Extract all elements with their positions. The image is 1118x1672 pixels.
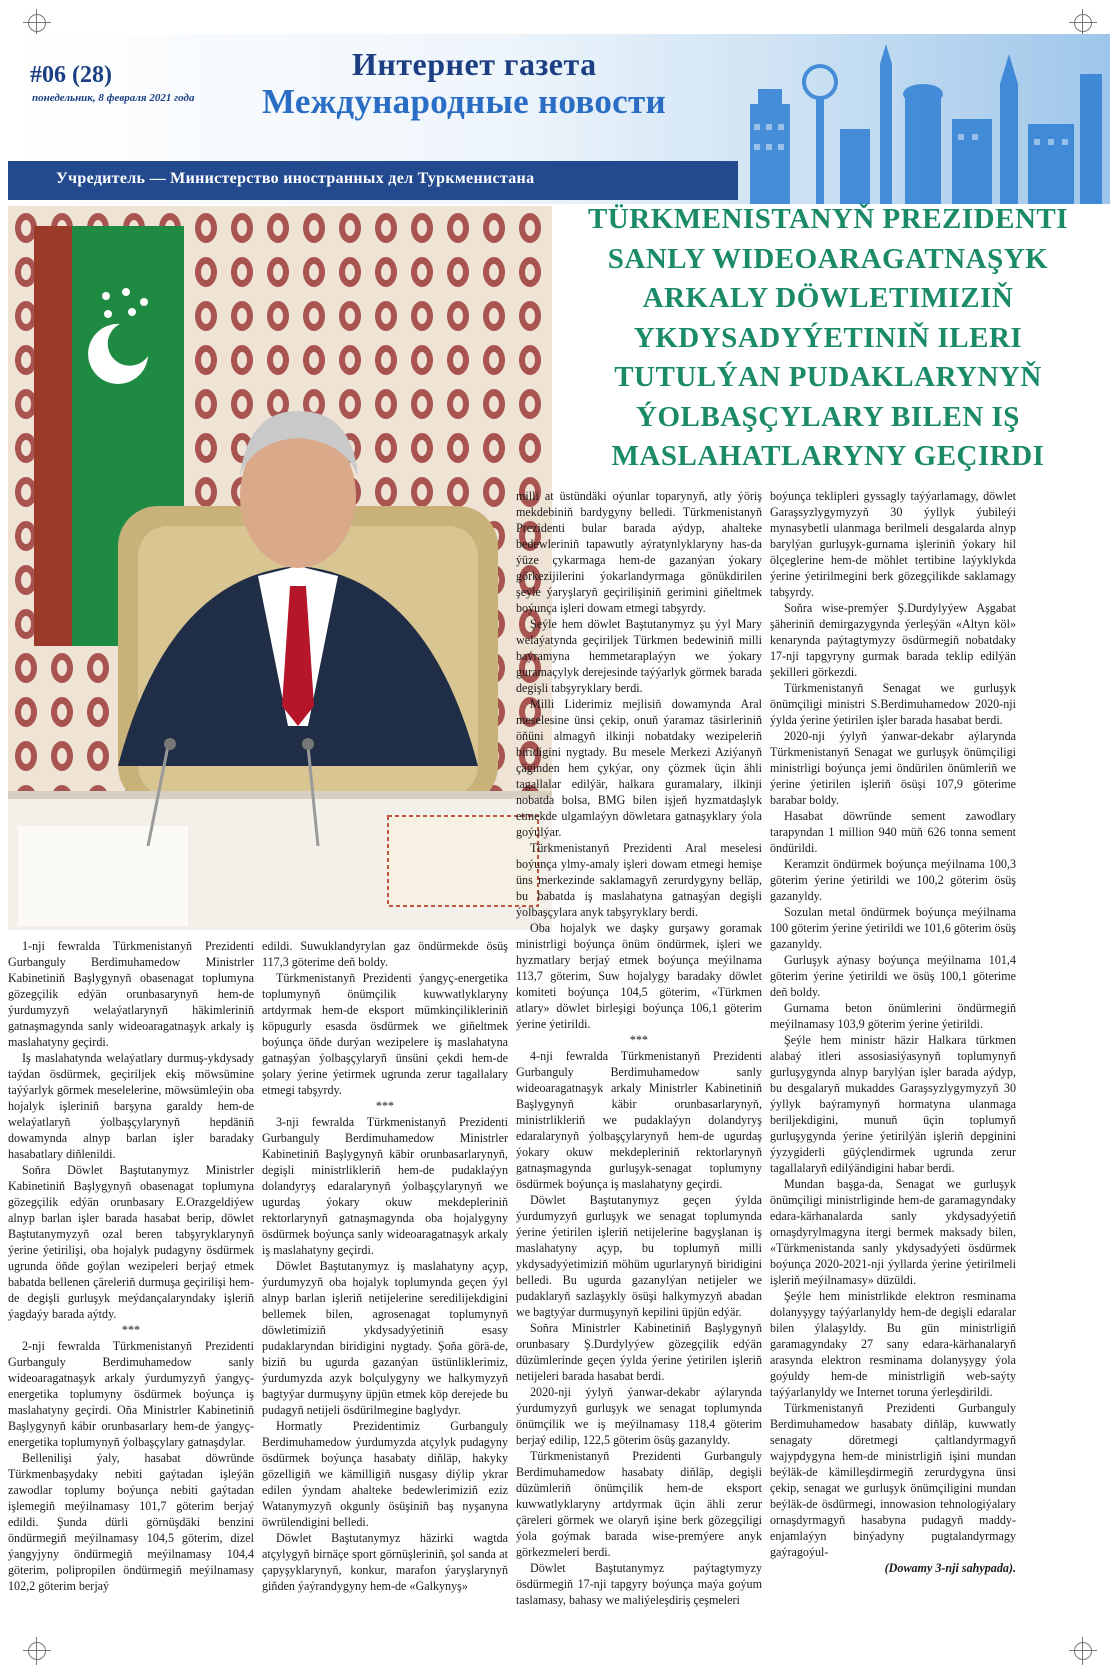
paragraph: milli at üstündäki oýunlar toparynyň, atly ýöriş mekdebiniň bardygyny belledi. Türkmenistanyň Prezidenti bular barada aýdyp, ahalteke bedewleriniň tapawutly aýratynlyklaryny has-da ýüze çykarmaga hem-de gazanýan ýokary görkezijilerini ýokarlandyrmaga gönükdirilen şeýle ýaryşlaryň geçirilişiniň gerimini giňeltmek boýunça işleri dowam etmegi tabşyrdy. (516, 489, 762, 615)
paragraph: Mundan başga-da, Senagat we gurluşyk önümçiligi ministrliginde hem-de garamagyndaky edara-kärhanalarda sanly ykdysadyýetiň ornaşdyrylmagyna itergi bermek maksady bilen, «Türkmenistanda sanly ykdysadyýeti ösdürmek boýunça 2020-2021-nji ýyllarda ýerine ýetirilmeli işleriň meýilnamasy» düzüldi. (770, 1177, 1016, 1287)
issue-date: понедельник, 8 февраля 2021 года (32, 92, 195, 104)
article-column-2 (262, 938, 508, 1638)
paragraph: 4-nji fewralda Türkmenistanyň Prezidenti Gurbanguly Berdimuhamedow sanly wideoaragatnaşyk arkaly Ministrler Kabinetiniň Başlygynyň käbir orunbasarlarynyň, ministrlikleriň we pudaklaýyn dolandyryş edaralarynyň ýolbaşçylarynyň hem-de ugurdaş ýokary okuw mekdepleriniň rektorlarynyň gatnaşmagynda gurluşyk-senagat toplumyny ösdürmek boýunça iş maslahatyny geçirdi. (516, 1049, 762, 1191)
paragraph: Soňra wise-premýer Ş.Durdylyýew Aşgabat şäheriniň demirgazygynda ýerleşýän «Altyn köl» kenarynda paýtagtymyzy ösdürmegiň nobatdaky 17-nji tapgyryny gurmak barada teklip edilýän şekilleri görkezdi. (770, 601, 1016, 679)
paragraph: Hasabat döwründe sement zawodlary tarapyndan 1 million 940 müň 626 tonna sement öndürildi. (770, 809, 1016, 855)
paragraph: Iş maslahatynda welaýatlary durmuş-ykdysady taýdan ösdürmek, geçiriljek ekiş möwsümine taýýarlyk görmek meselelerine, möwsümleýin oba hojalyk işleriniň barşyna garaldy hem-de welaýatlaryň ýolbaşçylarynyň hepdäniň dowamynda alnyp barlan işler baradaky hasabatlary diňlenildi. (8, 1051, 254, 1161)
newspaper-title-line1: Интернет газета (352, 46, 597, 82)
section-separator: *** (121, 1323, 141, 1337)
paragraph: Oba hojalyk we daşky gurşawy goramak ministrligi boýunça önüm öndürmek, işleri we hyzmatlary berjaý etmek boýunça meýilnama 113,7 göterim, Suw hojalygy baradaky döwlet komiteti boýunça 104,5 göterim, «Türkmen atlary» döwlet birleşigi boýunça 106,1 göterim ýerine ýetirildi. (516, 921, 762, 1031)
article-column-3 (516, 488, 762, 1638)
paragraph: boýunça teklipleri gyssagly taýýarlamagy, döwlet Garaşsyzlygymyzyň 30 ýyllyk ýubileýi mynasybetli ulanmaga berilmeli desgalarda alnyp barylýan gurluşyk-gurnama işleriniň ýokary hil ölçeglerine hem-de möhlet tertibine laýyklykda ýerine ýetirilmegini berk gözegçilikde saklamagy tabşyrdy. (770, 489, 1016, 599)
registration-mark (1074, 1642, 1092, 1660)
paragraph: Türkmenistanyň Prezidenti ýangyç-energetika toplumynyň önümçilik kuwwatlyklaryny artdyrmak hem-de eksport mümkinçilikleriniň köpugurly esasda ösdürmek we giňeltmek boýunça öňde durýan wezipelere iş maslahatyna gatnaşýan ýolbaşçylaryň ünsüni çekdi hem-de şolary ýerine ýetirmek ugrunda zerur tagallalary etmegi tabşyrdy. (262, 971, 508, 1097)
paragraph: Türkmenistanyň Prezidenti Aral meselesi boýunça ylmy-amaly işleri dowam etmegi hemişe üns merkezinde saklamagyň zerurdygyny belläp, bu babatda iş maslahatyna gatnaşýan degişli ýolbaşçylara anyk tabşyryklary berdi. (516, 841, 762, 919)
paragraph: Bellenilişi ýaly, hasabat döwründe Türkmenbaşydaky nebiti gaýtadan işleýän zawodlar toplumy boýunça nebiti gaýtadan işlemegiň meýilnamasy 101,7 göterim berjaý edildi. Şunda dürli görnüşdäki benzini öndürmegiň meýilnamasy 104,5 göterim, dizel ýangyjyny öndürmegiň meýilnamasy 104,4 göterim, polipropilen öndürmegiň meýilnamasy 102,2 göterim berjaý (8, 1451, 254, 1593)
paragraph: Şeýle hem ministrlikde elektron resminama dolanyşygy taýýarlanyldy hem-de degişli edaralar bilen ýlalaşyldy. Bu gün ministrligiň garamagyndaky 27 sany edara-kärhanalaryň arasynda elektron resminama dolanyşygy ýola goýuldy hem-de ministrligiň web-saýty taýýarlanyldy we Internet toruna ýerleşdirildi. (770, 1289, 1016, 1399)
paragraph: Türkmenistanyň Prezidenti Gurbanguly Berdimuhamedow hasabaty diňläp, kuwwatly senagaty döretmegi çaltlandyrmagyň wajypdygyna hem-de ministrligiň işini mundan beýläk-de kämilleşdirmegiň zerurdygyna ünsi çekip, senagat we gurluşyk önümçiligini mundan beýläk-de ösdürmegi, innowasion tehnologiýalary ornaşdyrmagyň hasabyna pudagyň maddy-enjamlaýyn binýadyny pugtalandyrmagy gaýragoýul- (770, 1401, 1016, 1559)
section-separator: *** (375, 1099, 395, 1113)
article-column-1 (8, 938, 254, 1638)
paragraph: Döwlet Baştutanymyz paýtagtymyzy ösdürmegiň 17-nji tapgyry boýunça maýa goýum taslamasy, bahasy we maliýeleşdiriş çeşmeleri (516, 1561, 762, 1607)
paragraph: Keramzit öndürmek boýunça meýilnama 100,3 göterim ýerine ýetirildi we 100,2 göterim ösüş gazanyldy. (770, 857, 1016, 903)
paragraph: Döwlet Baştutanymyz häzirki wagtda atçylygyň birnäçe sport görnüşleriniň, şol sanda at çapyşyklarynyň, konkur, marafon ýaryşlarynyň giňden ýaýrandygyny hem-de «Galkynyş» (262, 1531, 508, 1593)
issue-number: #06 (28) (30, 62, 112, 88)
paragraph: Döwlet Baştutanymyz geçen ýylda ýurdumyzyň gurluşyk we senagat toplumynda ýerine ýetirilen işleriň netijelerine bagyşlanan iş maslahatyny açyp, bu toplumyň milli ykdysadyýetimiziň möhüm ugurlarynyň biridigini belledi. Bu ugurda gazanylýan netijeler we pudaklaryň sazlaşykly ösüşi halkymyzyň abadan we bagtyýar durmuşynyň kepilini üpjün edýär. (516, 1193, 762, 1319)
paragraph: Gurluşyk aýnasy boýunça meýilnama 101,4 göterim ýerine ýetirildi we ösüş 100,1 göterime deň boldy. (770, 953, 1016, 999)
paragraph: 2020-nji ýylyň ýanwar-dekabr aýlarynda Türkmenistanyň Senagat we gurluşyk önümçiligi ministrligi boýunça jemi öndürilen önümleriň we ýerine ýetirilen işleriň ösüşi 107,9 göterime barabar boldy. (770, 729, 1016, 807)
paragraph: edildi. Suwuklandyrylan gaz öndürmekde ösüş 117,3 göterime deň boldy. (262, 939, 508, 969)
registration-mark (1074, 14, 1092, 32)
paragraph: 2-nji fewralda Türkmenistanyň Prezidenti Gurbanguly Berdimuhamedow sanly wideoaragatnaşyk arkaly ýurdumyzyň ýangyç-energetika toplumyny ösdürmek boýunça iş maslahatyny geçirdi. Oňa Ministrler Kabinetiniň Başlygynyň kábir orunbasarlary hem-de ýangyç-energetika toplumynyň ýolbaşçylary gatnaşdylar. (8, 1339, 254, 1449)
section-separator: *** (629, 1033, 649, 1047)
paragraph: 1-nji fewralda Türkmenistanyň Prezidenti Gurbanguly Berdimuhamedow Ministrler Kabinetiniň Başlygynyň obasenagat toplumyna gözegçilik edýän orunbasarynyň hem-de ýurdumyzyň welaýatlarynyň häkimleriniň gatnaşmagynda sanly wideoaragatnaşyk arkaly iş maslahatyny geçirdi. (8, 939, 254, 1049)
paragraph: Gurnama beton önümlerini öndürmegiň meýilnamasy 103,9 göterim ýerine ýetirildi. (770, 1001, 1016, 1031)
article-column-4 (770, 488, 1016, 1638)
city-skyline-illustration (730, 34, 1110, 204)
paragraph: Hormatly Prezidentimiz Gurbanguly Berdimuhamedow ýurdumyzda atçylyk pudagyny ösdürmek boýunça hasabaty diňläp, hakyky gözelligiň we kämilligiň nusgasy diýlip ykrar edilen ýyndam ahalteke bedewlerimiziň eziz Watanymyzyň okgunly ösüşiniň baş nyşanyna öwrülendigini belledi. (262, 1419, 508, 1529)
registration-mark (28, 14, 46, 32)
president-photo (8, 206, 552, 930)
founder-text: Учредитель — Министерство иностранных дел Туркменистана (56, 170, 535, 187)
paragraph: Milli Liderimiz mejlisiň dowamynda Aral meselesine ünsi çekip, onuň ýaramaz täsirleriniň öňüni almagyň ilkinji nobatdaky wezipeleriň biridigini nygtady. Bu mesele Merkezi Aziýanyň çäginden hem çykýar, ony çözmek üçin ähli tagallalar edilýär, halkara guramalary, ilkinji nobatda bolsa, BMG bilen işjeň hyzmatdaşlyk etmekde ulgamlaýyn döwletara gatnaşyklary ýola goýulýar. (516, 697, 762, 839)
paragraph: Soňra Döwlet Baştutanymyz Ministrler Kabinetiniň Başlygynyň obasenagat toplumyna gözegçilik edýän orunbasary E.Orazgeldiýew alnyp barlan işler barada hasabat berip, döwlet Baştutanymyzyň ozal beren tabşyryklarynyň ýerine ýetirilişi, oba hojalyk pudagyny ösdürmek ugrunda öňde goýlan wezipeleri berjaý etmek babatda bellenen çäreleriň durmuşa geçirilişi hem-de degişli gurluşyk meýdançalaryndaky işleriň ýagdaýy barada aýtdy. (8, 1163, 254, 1321)
registration-mark (28, 1642, 46, 1660)
article-headline: TÜRKMENISTANYŇ PREZIDENTI SANLY WIDEOARAGATNAŞYK ARKALY DÖWLETIMIZIŇ YKDYSADYÝETINIŇ ILERI TUTULÝAN PUDAKLARYNYŇ ÝOLBAŞÇYLARY BILEN IŞ MASLAHATLARYNY GEÇIRDI (587, 203, 1069, 472)
paragraph: Türkmenistanyň Senagat we gurluşyk önümçiligi ministri S.Berdimuhamedow 2020-nji ýylda ýerine ýetirilen işler barada hasabat berdi. (770, 681, 1016, 727)
paragraph: Döwlet Baştutanymyz iş maslahatyny açyp, ýurdumyzyň oba hojalyk toplumynda geçen ýyl alnyp barlan işleriň netijelerine seredilijekdigini bellemek bilen, agrosenagat toplumynyň döwletimiziň ykdysadyýetiniň esasy pudaklaryndan biridigini nygtady. Şoňa görä-de, biziň bu ugurda gazanýan üstünliklerimiz, ýurdumyzda azyk bolçulygyny we halkymyzyň bagtyýar durmuşyny üpjün etmek köp derejede bu pudagyň netijeli ösdürilmegine baglydyr. (262, 1259, 508, 1417)
paragraph: Şeýle hem döwlet Baştutanymyz şu ýyl Mary welaýatynda geçiriljek Türkmen bedewiniň milli baýramyna hemmetaraplaýyn we ýokary guramaçylyk derejesinde taýýarlyk görmek barada degişli tabşyryklary berdi. (516, 617, 762, 695)
paragraph: Soňra Ministrler Kabinetiniň Başlygynyň orunbasary Ş.Durdylyýew gözegçilik edýän düzümlerinde geçen ýylda ýerine ýetirilen işleriň netijeleri barada hasabat berdi. (516, 1321, 762, 1383)
paragraph: 3-nji fewralda Türkmenistanyň Prezidenti Gurbanguly Berdimuhamedow Ministrler Kabinetiniň Başlygynyň käbir orunbasarlarynyň, degişli ministrlikleriň hem-de pudaklaýyn dolandyryş edaralarynyň ýolbaşçylarynyň we ugurdaş ýokary okuw mekdepleriniň rektorlarynyň gatnaşmagynda oba hojalygyny ösdürmek boýunça sanly wideoaragatnaşyk arkaly iş maslahatyny geçirdi. (262, 1115, 508, 1257)
paragraph: Şeýle hem ministr häzir Halkara türkmen alabaý itleri assosiasiýasynyň toplumynyň gurluşygynda alnyp barylýan işler barada aýdyp, bu desgalaryň mukaddes Garaşsyzlygymyzyň 30 ýyllyk baýramynyň hormatyna ulanmaga beriljekdigini, munuň üçin toplumyň gurluşygynda ýerine ýetirilýän işleriň depginini ýyzygiderli güýçlendirmek ugrunda zerur tagallalaryň edilýändigini habar berdi. (770, 1033, 1016, 1175)
continuation-note: (Dowamy 3-nji sahypada). (884, 1561, 1016, 1575)
paragraph: Sozulan metal öndürmek boýunça meýilnama 100 göterim ýerine ýetirildi we 101,6 göterim ösüş gazanyldy. (770, 905, 1016, 951)
newspaper-title-line2: Международные новости (262, 82, 666, 121)
paragraph: Türkmenistanyň Prezidenti Gurbanguly Berdimuhamedow hasabaty diňläp, degişli düzümleriň önümçilik hem-de eksport kuwwatlyklaryny artdyrmak üçin ähli zerur çäreleri görmek we olaryň işine berk gözegçiligi ýola goýmak barada wise-premýere anyk görkezmeleri berdi. (516, 1449, 762, 1559)
paragraph: 2020-nji ýylyň ýanwar-dekabr aýlarynda ýurdumyzyň gurluşyk we senagat toplumynda önümçilik we iş meýilnamasy 118,4 göterim berjaý edilip, 122,5 göterim ösüş gazanyldy. (516, 1385, 762, 1447)
